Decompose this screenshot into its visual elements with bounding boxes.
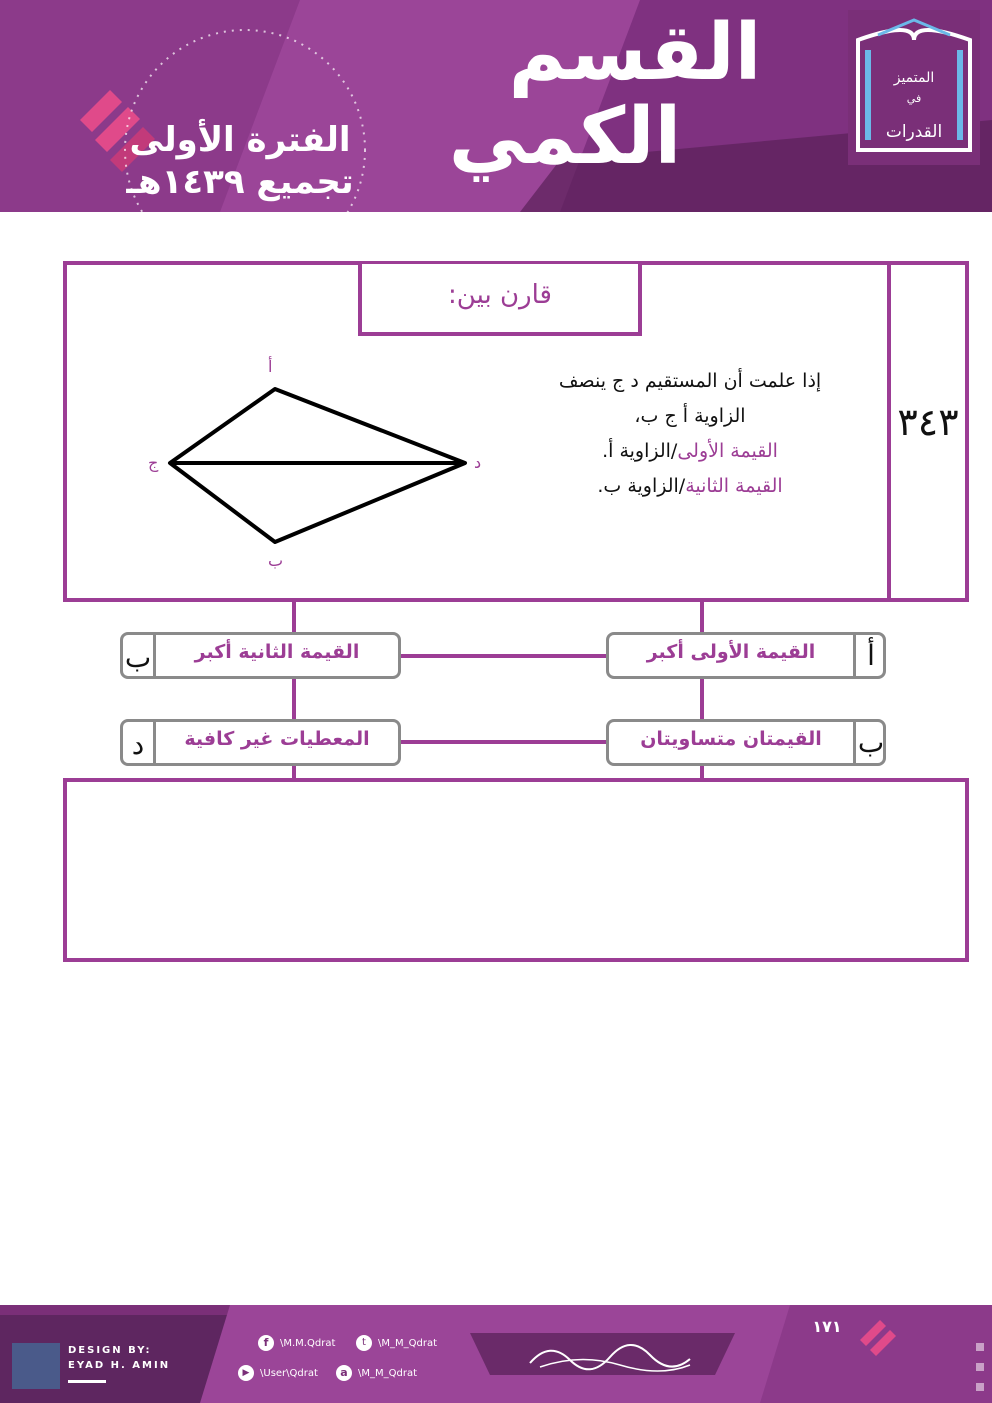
youtube-handle[interactable]: \User\Qdrat [260,1368,318,1379]
page-number: ١٧١ [812,1317,842,1336]
facebook-icon[interactable]: f [258,1335,274,1351]
value2-line [520,475,860,497]
vertex-label-right: د [474,453,482,472]
vertex-label-top: أ [268,357,273,376]
option-b[interactable] [120,632,401,679]
youtube-icon[interactable]: ▶ [238,1365,254,1381]
logo-text-bottom: القدرات [885,122,943,142]
compare-label: قارن بين: [448,280,552,310]
kite-outline [170,389,465,542]
option-b-text: القيمة الثانية أكبر [194,641,360,663]
connector-row1 [400,654,608,658]
footer-square-3 [976,1383,984,1391]
option-b-letter: ب [124,641,152,674]
option-a-letter: أ [867,639,875,672]
header-title-line1: القسم [508,8,762,98]
option-c-letter: ب [857,726,885,759]
option-a-text: القيمة الأولى أكبر [646,641,816,663]
option-d[interactable] [120,719,401,766]
option-d-letter: د [131,728,145,761]
connector-row2 [400,740,608,744]
page-header [0,0,992,212]
option-d-text: المعطيات غير كافية [184,728,370,750]
page-footer [0,1305,992,1403]
ask-handle[interactable]: \M_M_Qdrat [358,1368,418,1379]
period-subtitle: تجميع ١٤٣٩هـ [126,162,354,202]
statement-line1: إذا علمت أن المستقيم د ج ينصف [558,370,822,392]
designer-name: EYAD H. AMIN [68,1360,171,1371]
kite-figure [140,355,500,575]
designer-logo [12,1343,60,1389]
question-number: ٣٤٣ [897,400,959,444]
design-by-label: DESIGN BY: [68,1345,152,1356]
logo-text-top: المتميز [893,70,935,86]
footer-square-2 [976,1363,984,1371]
ask-icon[interactable]: a [336,1365,352,1381]
value2-label: القيمة الثانية [685,475,783,497]
kite-diagram [140,355,500,575]
answer-box [63,778,969,962]
logo-text-mid: في [906,92,922,105]
value1-text: /الزاوية أ. [602,440,678,462]
vertex-label-left: ج [148,453,159,472]
value1-label: القيمة الأولى [677,440,778,462]
period-title: الفترة الأولى [129,120,351,160]
twitter-handle[interactable]: \M_M_Qdrat [378,1338,438,1349]
option-c-text: القيمتان متساويتان [640,728,822,750]
facebook-handle[interactable]: \M.M.Qdrat [280,1338,336,1349]
option-c[interactable] [606,719,886,766]
logo [848,10,980,165]
value2-text: /الزاوية ب. [597,475,686,497]
footer-square-1 [976,1343,984,1351]
calligraphy-emblem [520,1335,700,1375]
vertex-label-bottom: ب [268,551,284,570]
value1-line [520,440,860,462]
twitter-icon[interactable]: t [356,1335,372,1351]
option-a[interactable] [606,632,886,679]
statement-line2: الزاوية أ ج ب، [634,405,746,427]
header-title-line2: الكمي [448,92,682,182]
